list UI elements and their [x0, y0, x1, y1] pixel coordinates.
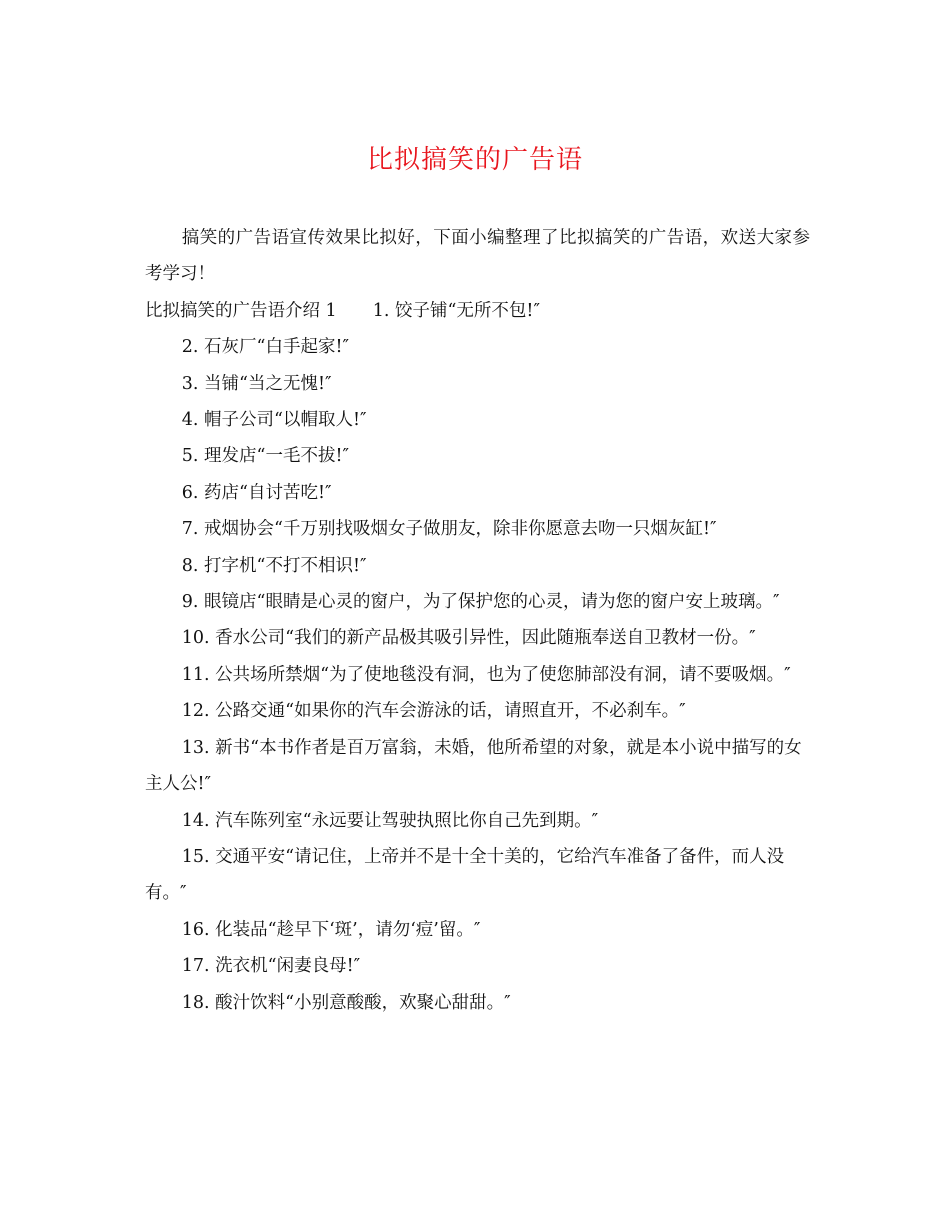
list-item-number: 16. [181, 919, 210, 940]
list-item-number: 13. [181, 737, 210, 758]
list-item-text: 戒烟协会“千万别找吸烟女子做朋友，除非你愿意去吻一只烟灰缸!″ [204, 519, 717, 540]
intro-paragraph: 搞笑的广告语宣传效果比拟好，下面小编整理了比拟搞笑的广告语，欢送大家参考学习！ [145, 228, 810, 285]
list-item-number: 8. [181, 555, 199, 576]
list-item-text: 公共场所禁烟“为了使地毯没有洞，也为了使您肺部没有洞，请不要吸烟。″ [215, 664, 791, 685]
list-item [145, 657, 810, 693]
list-item-number: 7. [181, 519, 199, 540]
list-item [145, 730, 810, 803]
list-item [145, 438, 810, 474]
list-item [145, 948, 810, 984]
list-item-number: 14. [181, 810, 210, 831]
list-item-text: 公路交通“如果你的汽车会游泳的话，请照直开，不必刹车。″ [215, 701, 686, 722]
list-item-number: 10. [181, 628, 210, 649]
list-item-number: 6. [181, 482, 199, 503]
list-item-text: 新书“本书作者是百万富翁，未婚，他所希望的对象，就是本小说中描写的女主人公!″ [145, 737, 802, 795]
list-item-text: 香水公司“我们的新产品极其吸引异性，因此随瓶奉送自卫教材一份。″ [215, 628, 756, 649]
list-item-number: 18. [181, 992, 210, 1013]
section-heading: 比拟搞笑的广告语介绍 1 [145, 300, 337, 321]
list-item-text: 理发店“一毛不拔!″ [204, 446, 350, 467]
list-item-number: 2. [181, 337, 199, 358]
list-item-number: 5. [181, 446, 199, 467]
list-item [145, 803, 810, 839]
list-item-number: 11. [181, 664, 210, 685]
section-line [145, 293, 810, 329]
list-item [145, 548, 810, 584]
list-item-number: 3. [181, 373, 199, 394]
list-item [145, 839, 810, 912]
list-item-text: 当铺“当之无愧!″ [204, 373, 332, 394]
list-item [145, 985, 810, 1021]
list-item [145, 511, 810, 547]
list-item-text: 化装品“趁早下‘斑’，请勿‘痘’留。″ [215, 919, 481, 940]
list-item-number: 1. [372, 300, 390, 321]
list-item-text: 酸汁饮料“小别意酸酸，欢聚心甜甜。″ [215, 992, 511, 1013]
list-item-text: 石灰厂“白手起家!″ [204, 337, 350, 358]
list-item-number: 4. [181, 410, 199, 431]
list-item-text: 饺子铺“无所不包!″ [394, 300, 540, 321]
list-item-number: 9. [181, 592, 199, 613]
list-item [145, 329, 810, 365]
list-item [145, 366, 810, 402]
list-item-number: 17. [181, 956, 210, 977]
list-item [145, 912, 810, 948]
list-item [145, 475, 810, 511]
document-body [145, 220, 810, 1021]
ad-slogan-list [145, 329, 810, 1021]
list-item-text: 药店“自讨苦吃!″ [204, 482, 332, 503]
list-item-text: 汽车陈列室“永远要让驾驶执照比你自己先到期。″ [215, 810, 599, 831]
list-item-number: 15. [181, 846, 210, 867]
list-item-text: 眼镜店“眼睛是心灵的窗户，为了保护您的心灵，请为您的窗户安上玻璃。″ [204, 592, 780, 613]
list-item [145, 620, 810, 656]
list-item [145, 584, 810, 620]
list-item-text: 帽子公司“以帽取人!″ [204, 410, 367, 431]
list-item-number: 12. [181, 701, 210, 722]
list-item-text: 交通平安“请记住，上帝并不是十全十美的，它给汽车准备了备件，而人没有。″ [145, 846, 785, 904]
list-item-text: 打字机“不打不相识!″ [204, 555, 367, 576]
list-item [145, 402, 810, 438]
list-item-text: 洗衣机“闲妻良母!″ [215, 956, 361, 977]
list-item [145, 693, 810, 729]
document-title: 比拟搞笑的广告语 [366, 145, 583, 175]
